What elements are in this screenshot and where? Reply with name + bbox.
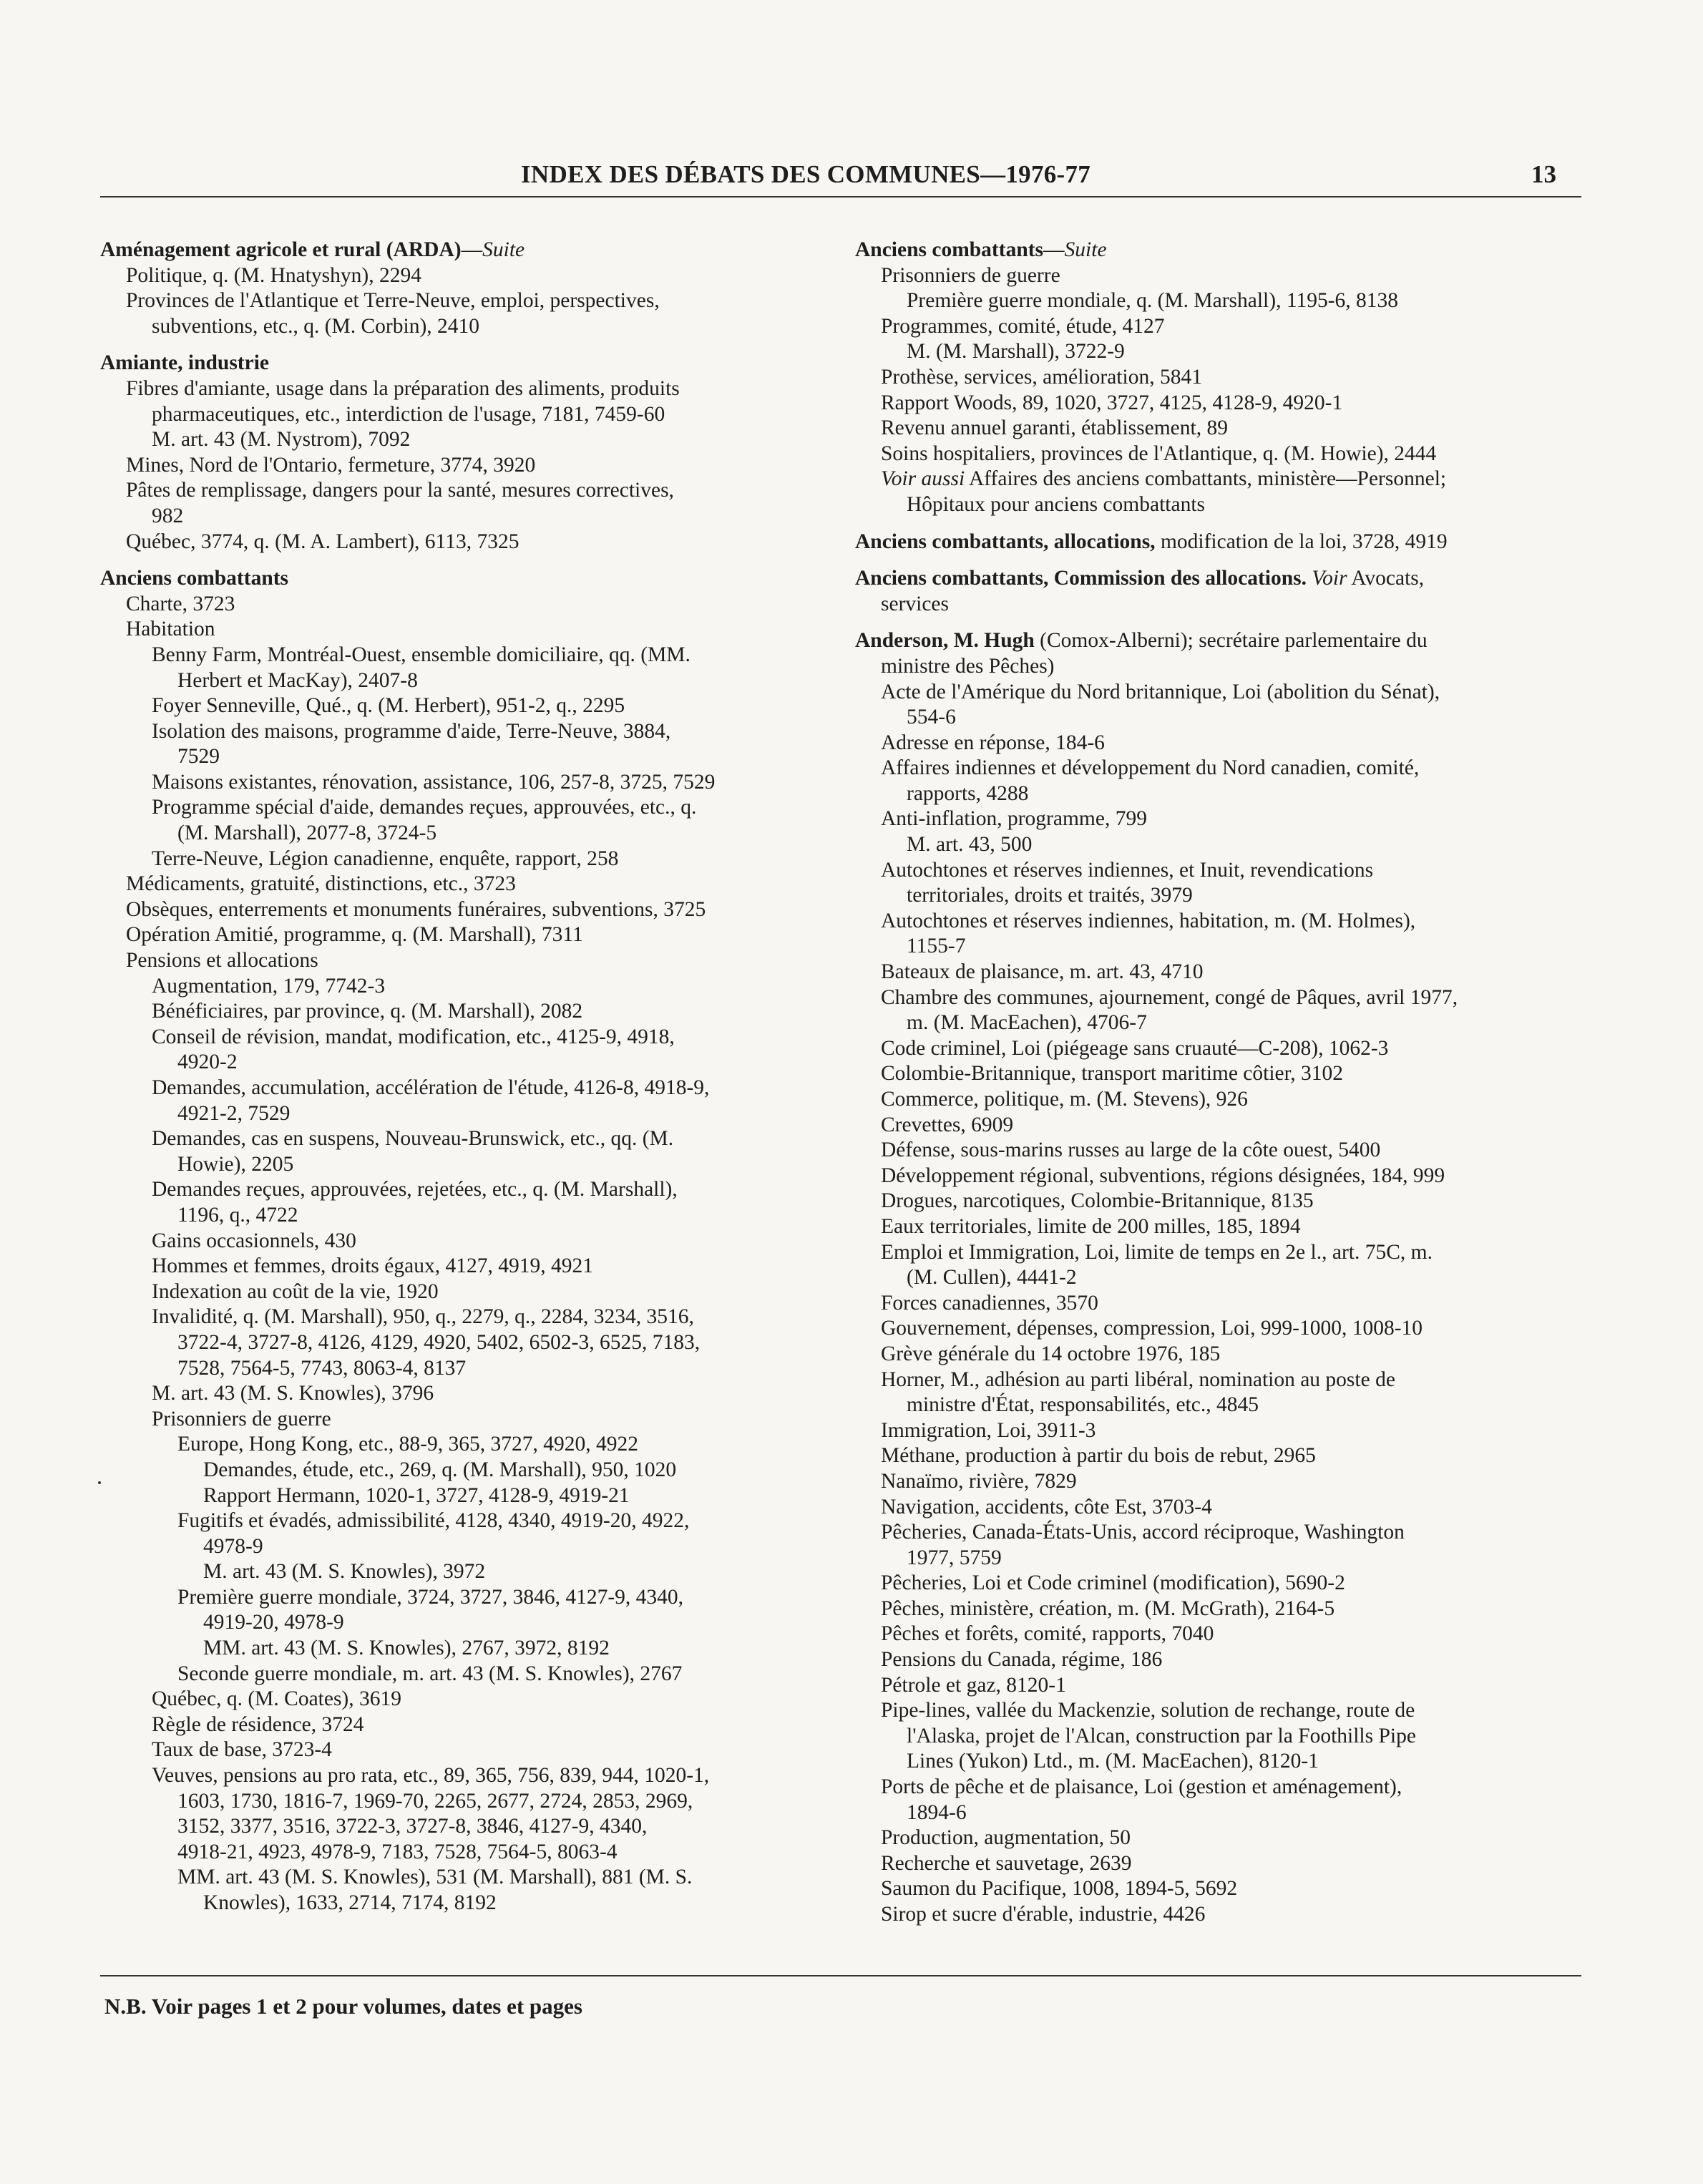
entry-text: Saumon du Pacifique, 1008, 1894-5, 5692 (881, 1877, 1238, 1901)
entry-text: Autochtones et réserves indiennes, et Inuit, revendications (881, 858, 1374, 882)
entry-text: (M. Marshall), 2077-8, 3724-5 (177, 822, 437, 845)
index-subentry-line (855, 467, 1585, 492)
index-subentry-line (100, 999, 837, 1025)
index-subentry-line (855, 1240, 1585, 1266)
entry-heading-text: Anciens combattants (100, 567, 289, 590)
index-subentry-line (100, 1381, 837, 1407)
entry-text: Mines, Nord de l'Ontario, fermeture, 3774, 3920 (126, 453, 536, 477)
index-subentry-line (100, 1534, 837, 1560)
entry-text: Taux de base, 3723-4 (152, 1738, 332, 1762)
index-subentry-line (855, 1138, 1585, 1164)
entry-text: M. art. 43 (M. Nystrom), 7092 (152, 428, 411, 452)
entry-text: Avocats, (1347, 567, 1425, 590)
index-subentry-line (100, 1152, 837, 1178)
entry-text: Foyer Senneville, Qué., q. (M. Herbert), 951-2, q., 2295 (152, 694, 625, 718)
entry-text: 4978-9 (203, 1534, 263, 1558)
index-subentry-line (100, 530, 837, 555)
index-subentry-line (100, 1203, 837, 1229)
entry-text: Première guerre mondiale, q. (M. Marshall), 1195-6, 8138 (907, 289, 1399, 313)
entry-text: ministre d'État, responsabilités, etc., 4845 (907, 1393, 1259, 1417)
entry-italic-text: Suite (1064, 238, 1107, 261)
index-entry (100, 351, 837, 555)
entry-text: Hôpitaux pour anciens combattants (907, 492, 1205, 516)
index-subentry-line (855, 1418, 1585, 1444)
entry-text: Première guerre mondiale, 3724, 3727, 3846, 4127-9, 4340, (177, 1585, 684, 1609)
index-subentry-line (855, 806, 1585, 832)
index-subentry-line (855, 1520, 1585, 1546)
index-subentry-line (855, 1749, 1585, 1775)
index-subentry-line (855, 1393, 1585, 1418)
index-subentry-line (100, 592, 837, 618)
index-subentry-line (855, 858, 1585, 884)
entry-text: m. (M. MacEachen), 4706-7 (907, 1011, 1147, 1035)
index-subentry-line (855, 1596, 1585, 1622)
index-subentry-line (100, 1662, 837, 1687)
entry-italic-text: Voir aussi (881, 467, 965, 491)
index-subentry-line (100, 821, 837, 847)
index-subentry-line (100, 744, 837, 770)
index-subentry-line (855, 1571, 1585, 1596)
entry-text: Soins hospitaliers, provinces de l'Atlantique, q. (M. Howie), 2444 (881, 442, 1437, 465)
index-subentry-line (855, 1010, 1585, 1036)
index-subentry-line (100, 427, 837, 453)
entry-text: Pêches et forêts, comité, rapports, 7040 (881, 1622, 1214, 1646)
index-heading-line (855, 238, 1585, 263)
entry-heading-text: Aménagement agricole et rural (ARDA) (100, 238, 462, 261)
index-subentry-line (100, 1737, 837, 1763)
entry-text: Colombie-Britannique, transport maritime côtier, 3102 (881, 1062, 1344, 1086)
stray-mark (98, 1481, 101, 1484)
index-subentry-line (855, 1673, 1585, 1699)
index-subentry-line (100, 1585, 837, 1611)
entry-text: 4919-20, 4978-9 (203, 1611, 344, 1634)
index-heading-line (855, 530, 1585, 555)
index-subentry-line (100, 617, 837, 643)
index-subentry-line (100, 1229, 837, 1254)
entry-text: Pêches, ministère, création, m. (M. McGrath), 2164-5 (881, 1596, 1335, 1620)
entry-text: MM. art. 43 (M. S. Knowles), 531 (M. Marshall), 881 (M. S. (177, 1866, 693, 1889)
entry-italic-text: Suite (482, 238, 525, 261)
index-subentry-line (855, 442, 1585, 467)
index-subentry-line (100, 1050, 837, 1076)
index-subentry-line (100, 922, 837, 948)
entry-text: Demandes, cas en suspens, Nouveau-Brunswick, etc., qq. (M. (152, 1127, 674, 1151)
index-subentry-line (100, 1814, 837, 1840)
index-subentry-line (855, 1214, 1585, 1240)
index-entry (855, 238, 1585, 518)
entry-text: Revenu annuel garanti, établissement, 89 (881, 416, 1228, 440)
index-subentry-line (855, 416, 1585, 442)
entry-text: M. art. 43, 500 (907, 833, 1033, 857)
entry-text: Emploi et Immigration, Loi, limite de temps en 2e l., art. 75C, m. (881, 1240, 1433, 1264)
index-entry (855, 628, 1585, 1927)
index-subentry-line (855, 1647, 1585, 1673)
index-heading-line (100, 238, 837, 263)
index-subentry-line (100, 897, 837, 923)
index-subentry-line (855, 391, 1585, 416)
entry-text: Adresse en réponse, 184-6 (881, 731, 1105, 754)
index-subentry-line (100, 1432, 837, 1458)
index-subentry-line (855, 1265, 1585, 1291)
entry-text: Forces canadiennes, 3570 (881, 1291, 1098, 1315)
index-subentry-line (100, 1407, 837, 1433)
index-subentry-line (855, 1087, 1585, 1113)
footer-rule (100, 1975, 1581, 1976)
entry-text: Politique, q. (M. Hnatyshyn), 2294 (126, 263, 421, 287)
index-subentry-line (100, 1789, 837, 1815)
entry-text: Pêcheries, Canada-États-Unis, accord réciproque, Washington (881, 1521, 1405, 1544)
entry-text: Provinces de l'Atlantique et Terre-Neuve, emploi, perspectives, (126, 289, 660, 313)
entry-text: Prisonniers de guerre (152, 1407, 331, 1430)
entry-text: Grève générale du 14 octobre 1976, 185 (881, 1342, 1221, 1365)
entry-text: 3722-4, 3727-8, 4126, 4129, 4920, 5402, 6502-3, 6525, 7183, (177, 1330, 701, 1354)
entry-text: Pêcheries, Loi et Code criminel (modification), 5690-2 (881, 1571, 1345, 1595)
page-number: 13 (1531, 160, 1556, 188)
entry-text: Québec, 3774, q. (M. A. Lambert), 6113, 7325 (126, 530, 519, 553)
entry-text: ministre des Pêches) (881, 654, 1055, 678)
index-subentry-line (855, 1291, 1585, 1317)
entry-text: Lines (Yukon) Ltd., m. (M. MacEachen), 8120-1 (907, 1750, 1319, 1773)
entry-text: Bateaux de plaisance, m. art. 43, 4710 (881, 960, 1204, 984)
index-subentry-line (100, 1076, 837, 1101)
index-entry (100, 238, 837, 339)
index-subentry-line (855, 1342, 1585, 1368)
index-heading-line (100, 566, 837, 592)
index-subentry-line (100, 1687, 837, 1712)
entry-text: Isolation des maisons, programme d'aide, Terre-Neuve, 3884, (152, 719, 671, 743)
entry-text: Prisonniers de guerre (881, 263, 1060, 287)
entry-text: M. art. 43 (M. S. Knowles), 3972 (203, 1560, 486, 1584)
index-subentry-line (855, 1851, 1585, 1877)
index-subentry-line (855, 781, 1585, 807)
index-subentry-line (100, 1763, 837, 1789)
entry-text: Pensions du Canada, régime, 186 (881, 1648, 1163, 1672)
entry-text: Demandes reçues, approuvées, rejetées, etc., q. (M. Marshall), (152, 1178, 678, 1201)
entry-text: 7529 (177, 745, 220, 769)
entry-text: Charte, 3723 (126, 592, 235, 615)
entry-text: 3152, 3377, 3516, 3722-3, 3727-8, 3846, 4127-9, 4340, (177, 1815, 648, 1838)
index-subentry-line (855, 1164, 1585, 1189)
index-entry (855, 566, 1585, 617)
index-subentry-line (855, 1189, 1585, 1214)
index-subentry-line (855, 1825, 1585, 1851)
index-subentry-line (100, 1483, 837, 1509)
index-subentry-line (855, 492, 1585, 518)
entry-text: 7528, 7564-5, 7743, 8063-4, 8137 (177, 1356, 467, 1380)
entry-text: Augmentation, 179, 7742-3 (152, 974, 386, 998)
entry-text: Chambre des communes, ajournement, congé de Pâques, avril 1977, (881, 985, 1458, 1009)
entry-text: — (1043, 238, 1065, 261)
entry-text: Développement régional, subventions, régions désignées, 184, 999 (881, 1164, 1445, 1187)
index-subentry-line (855, 592, 1585, 618)
entry-text: Drogues, narcotiques, Colombie-Britannique, 8135 (881, 1189, 1314, 1213)
entry-text: Fugitifs et évadés, admissibilité, 4128, 4340, 4919-20, 4922, (177, 1509, 690, 1533)
entry-text: Recherche et sauvetage, 2639 (881, 1851, 1132, 1875)
index-subentry-line (855, 960, 1585, 985)
entry-text: pharmaceutiques, etc., interdiction de l'usage, 7181, 7459-60 (152, 402, 665, 426)
index-subentry-line (100, 719, 837, 745)
index-subentry-line (855, 1469, 1585, 1495)
entry-heading-text: Anciens combattants, allocations, (855, 530, 1156, 553)
entry-text: Conseil de révision, mandat, modification, etc., 4125-9, 4918, (152, 1025, 675, 1048)
index-subentry-line (100, 948, 837, 974)
entry-text: Médicaments, gratuité, distinctions, etc., 3723 (126, 872, 516, 896)
entry-text: Europe, Hong Kong, etc., 88-9, 365, 3727, 4920, 4922 (177, 1433, 639, 1456)
index-subentry-line (855, 1061, 1585, 1087)
index-subentry-line (100, 1865, 837, 1891)
index-subentry-line (855, 1546, 1585, 1571)
entry-text: Sirop et sucre d'érable, industrie, 4426 (881, 1903, 1206, 1926)
entry-text: Règle de résidence, 3724 (152, 1712, 364, 1736)
entry-text: Programme spécial d'aide, demandes reçues, approuvées, etc., q. (152, 796, 697, 819)
index-subentry-line (100, 1508, 837, 1534)
entry-text: Québec, q. (M. Coates), 3619 (152, 1687, 402, 1711)
index-subentry-line (100, 847, 837, 872)
index-subentry-line (855, 1495, 1585, 1521)
index-subentry-line (100, 314, 837, 340)
index-subentry-line (855, 832, 1585, 858)
index-subentry-line (100, 453, 837, 479)
index-column-left (100, 238, 837, 1928)
entry-text: Ports de pêche et de plaisance, Loi (gestion et aménagement), (881, 1775, 1402, 1799)
entry-text: Obsèques, enterrements et monuments funéraires, subventions, 3725 (126, 897, 706, 921)
entry-text: Gains occasionnels, 430 (152, 1229, 356, 1252)
index-subentry-line (855, 288, 1585, 314)
entry-text: Navigation, accidents, côte Est, 3703-4 (881, 1495, 1212, 1518)
header-rule (100, 196, 1581, 198)
index-heading-line (855, 628, 1585, 654)
entry-text: (Comox-Alberni); secrétaire parlementaire du (1034, 629, 1428, 653)
index-subentry-line (100, 504, 837, 530)
entry-text: territoriales, droits et traités, 3979 (907, 884, 1193, 907)
index-subentry-line (100, 643, 837, 668)
entry-text: 1155-7 (907, 935, 966, 958)
index-subentry-line (855, 1800, 1585, 1826)
entry-text: Nanaïmo, rivière, 7829 (881, 1469, 1077, 1493)
index-subentry-line (855, 365, 1585, 391)
index-subentry-line (855, 263, 1585, 289)
index-subentry-line (100, 1330, 837, 1356)
entry-text: M. (M. Marshall), 3722-9 (907, 340, 1125, 364)
index-subentry-line (100, 1126, 837, 1152)
entry-text: Pétrole et gaz, 8120-1 (881, 1673, 1066, 1697)
entry-text: Code criminel, Loi (piégeage sans cruauté—C-208), 1062-3 (881, 1036, 1389, 1060)
index-subentry-line (100, 1891, 837, 1916)
index-subentry-line (100, 376, 837, 402)
entry-text: 1196, q., 4722 (177, 1203, 298, 1227)
index-subentry-line (100, 1610, 837, 1636)
entry-text: Pipe-lines, vallée du Mackenzie, solution de rechange, route de (881, 1699, 1415, 1722)
entry-text: Acte de l'Amérique du Nord britannique, Loi (abolition du Sénat), (881, 680, 1440, 703)
index-subentry-line (100, 1636, 837, 1662)
index-subentry-line (100, 872, 837, 897)
index-heading-line (855, 566, 1585, 592)
entry-text: M. art. 43 (M. S. Knowles), 3796 (152, 1382, 434, 1405)
index-subentry-line (855, 1724, 1585, 1750)
index-subentry-line (100, 1305, 837, 1330)
entry-text: (M. Cullen), 4441-2 (907, 1266, 1077, 1290)
index-subentry-line (855, 1775, 1585, 1800)
entry-text: Pensions et allocations (126, 949, 318, 972)
entry-text: rapports, 4288 (907, 781, 1029, 805)
index-entry (855, 530, 1585, 555)
entry-text: 4918-21, 4923, 4978-9, 7183, 7528, 7564-5, 8063-4 (177, 1840, 618, 1863)
entry-text: Prothèse, services, amélioration, 5841 (881, 365, 1202, 389)
entry-text: Gouvernement, dépenses, compression, Loi, 999-1000, 1008-10 (881, 1317, 1423, 1340)
index-subentry-line (100, 1101, 837, 1127)
index-subentry-line (855, 1902, 1585, 1928)
index-subentry-line (855, 654, 1585, 680)
entry-heading-text: Amiante, industrie (100, 351, 269, 375)
entry-text: Demandes, étude, etc., 269, q. (M. Marshall), 950, 1020 (203, 1458, 677, 1481)
entry-text: Méthane, production à partir du bois de rebut, 2965 (881, 1444, 1316, 1468)
entry-text: subventions, etc., q. (M. Corbin), 2410 (152, 314, 480, 338)
entry-text: Programmes, comité, étude, 4127 (881, 314, 1165, 338)
entry-text: Knowles), 1633, 2714, 7174, 8192 (203, 1891, 497, 1914)
entry-text: Benny Farm, Montréal-Ouest, ensemble domiciliaire, qq. (MM. (152, 643, 691, 666)
entry-italic-text: Voir (1312, 567, 1347, 590)
index-subentry-line (855, 1036, 1585, 1062)
entry-heading-text: Anciens combattants, Commission des allocations. (855, 567, 1307, 590)
index-subentry-line (855, 1876, 1585, 1902)
entry-text: 554-6 (907, 706, 956, 729)
entry-text: 982 (152, 504, 184, 527)
index-subentry-line (855, 339, 1585, 365)
entry-text: Terre-Neuve, Légion canadienne, enquête, rapport, 258 (152, 847, 619, 870)
index-subentry-line (855, 985, 1585, 1011)
entry-text: Immigration, Loi, 3911-3 (881, 1418, 1096, 1442)
index-subentry-line (100, 1279, 837, 1305)
index-subentry-line (855, 934, 1585, 960)
entry-text: Opération Amitié, programme, q. (M. Marshall), 7311 (126, 923, 583, 947)
index-subentry-line (100, 693, 837, 719)
footnote: N.B. Voir pages 1 et 2 pour volumes, dates et pages (104, 1994, 582, 2019)
index-subentry-line (100, 402, 837, 428)
index-subentry-line (855, 1316, 1585, 1342)
index-subentry-line (855, 1698, 1585, 1724)
entry-text: 1977, 5759 (907, 1546, 1002, 1569)
index-subentry-line (855, 731, 1585, 756)
index-subentry-line (855, 756, 1585, 781)
index-subentry-line (855, 705, 1585, 731)
entry-text: Autochtones et réserves indiennes, habitation, m. (M. Holmes), (881, 909, 1416, 932)
entry-text: Rapport Hermann, 1020-1, 3727, 4128-9, 4919-21 (203, 1483, 630, 1507)
entry-text: Commerce, politique, m. (M. Stevens), 926 (881, 1088, 1248, 1111)
entry-heading-text: Anderson, M. Hugh (855, 629, 1035, 653)
entry-text: Affaires des anciens combattants, ministère—Personnel; (965, 467, 1447, 491)
index-subentry-line (855, 314, 1585, 340)
index-subentry-line (100, 1177, 837, 1203)
entry-text: modification de la loi, 3728, 4919 (1155, 530, 1448, 553)
entry-text: Horner, M., adhésion au parti libéral, nomination au poste de (881, 1368, 1395, 1391)
entry-text: services (881, 592, 950, 615)
entry-text: Bénéficiaires, par province, q. (M. Marshall), 2082 (152, 1000, 583, 1023)
entry-text: Invalidité, q. (M. Marshall), 950, q., 2279, q., 2284, 3234, 3516, (152, 1305, 694, 1329)
index-subentry-line (100, 288, 837, 314)
index-subentry-line (855, 883, 1585, 909)
index-subentry-line (100, 1025, 837, 1050)
index-subentry-line (100, 478, 837, 504)
entry-text: Fibres d'amiante, usage dans la préparation des aliments, produits (126, 376, 680, 400)
index-subentry-line (100, 795, 837, 821)
entry-text: 4921-2, 7529 (177, 1101, 291, 1125)
entry-text: Habitation (126, 618, 215, 641)
entry-text: 1603, 1730, 1816-7, 1969-70, 2265, 2677, 2724, 2853, 2969, (177, 1789, 693, 1813)
index-subentry-line (100, 263, 837, 289)
index-subentry-line (855, 680, 1585, 706)
entry-text: Eaux territoriales, limite de 200 milles, 185, 1894 (881, 1214, 1301, 1238)
index-subentry-line (100, 1559, 837, 1585)
entry-text: Pâtes de remplissage, dangers pour la santé, mesures correctives, (126, 479, 674, 502)
entry-text: Howie), 2205 (177, 1152, 294, 1176)
entry-text: MM. art. 43 (M. S. Knowles), 2767, 3972, 8192 (203, 1637, 610, 1660)
index-subentry-line (100, 668, 837, 694)
entry-text: l'Alaska, projet de l'Alcan, construction par la Foothills Pipe (907, 1724, 1416, 1747)
entry-text: 1894-6 (907, 1800, 967, 1824)
entry-text: Rapport Woods, 89, 1020, 3727, 4125, 4128-9, 4920-1 (881, 391, 1343, 414)
entry-text: Crevettes, 6909 (881, 1113, 1014, 1136)
entry-text: Hommes et femmes, droits égaux, 4127, 4919, 4921 (152, 1254, 593, 1278)
entry-text: Défense, sous-marins russes au large de la côte ouest, 5400 (881, 1139, 1381, 1162)
entry-text: Seconde guerre mondiale, m. art. 43 (M. S. Knowles), 2767 (177, 1662, 683, 1685)
entry-text: Production, augmentation, 50 (881, 1826, 1131, 1850)
index-subentry-line (855, 1113, 1585, 1139)
entry-text: Maisons existantes, rénovation, assistance, 106, 257-8, 3725, 7529 (152, 770, 716, 794)
entry-text: Demandes, accumulation, accélération de l'étude, 4126-8, 4918-9, (152, 1076, 710, 1099)
entry-heading-text: Anciens combattants (855, 238, 1044, 261)
entry-text: Indexation au coût de la vie, 1920 (152, 1279, 439, 1303)
index-subentry-line (100, 1840, 837, 1866)
entry-text: Herbert et MacKay), 2407-8 (177, 668, 418, 692)
index-subentry-line (100, 974, 837, 1000)
index-subentry-line (855, 1368, 1585, 1393)
index-subentry-line (100, 1356, 837, 1382)
entry-text: Veuves, pensions au pro rata, etc., 89, 365, 756, 839, 944, 1020-1, (152, 1764, 710, 1788)
index-subentry-line (855, 1622, 1585, 1647)
index-subentry-line (100, 770, 837, 796)
index-subentry-line (855, 1443, 1585, 1469)
index-column-right (855, 238, 1585, 1939)
index-entry (100, 566, 837, 1916)
entry-text: Anti-inflation, programme, 799 (881, 807, 1147, 831)
entry-text: 4920-2 (177, 1050, 238, 1074)
index-subentry-line (100, 1458, 837, 1483)
entry-text: — (461, 238, 483, 261)
index-subentry-line (100, 1254, 837, 1279)
index-heading-line (100, 351, 837, 376)
entry-text: Affaires indiennes et développement du Nord canadien, comité, (881, 756, 1420, 780)
index-subentry-line (855, 909, 1585, 935)
page-header-title: INDEX DES DÉBATS DES COMMUNES—1976-77 (521, 160, 1091, 188)
index-subentry-line (100, 1712, 837, 1738)
